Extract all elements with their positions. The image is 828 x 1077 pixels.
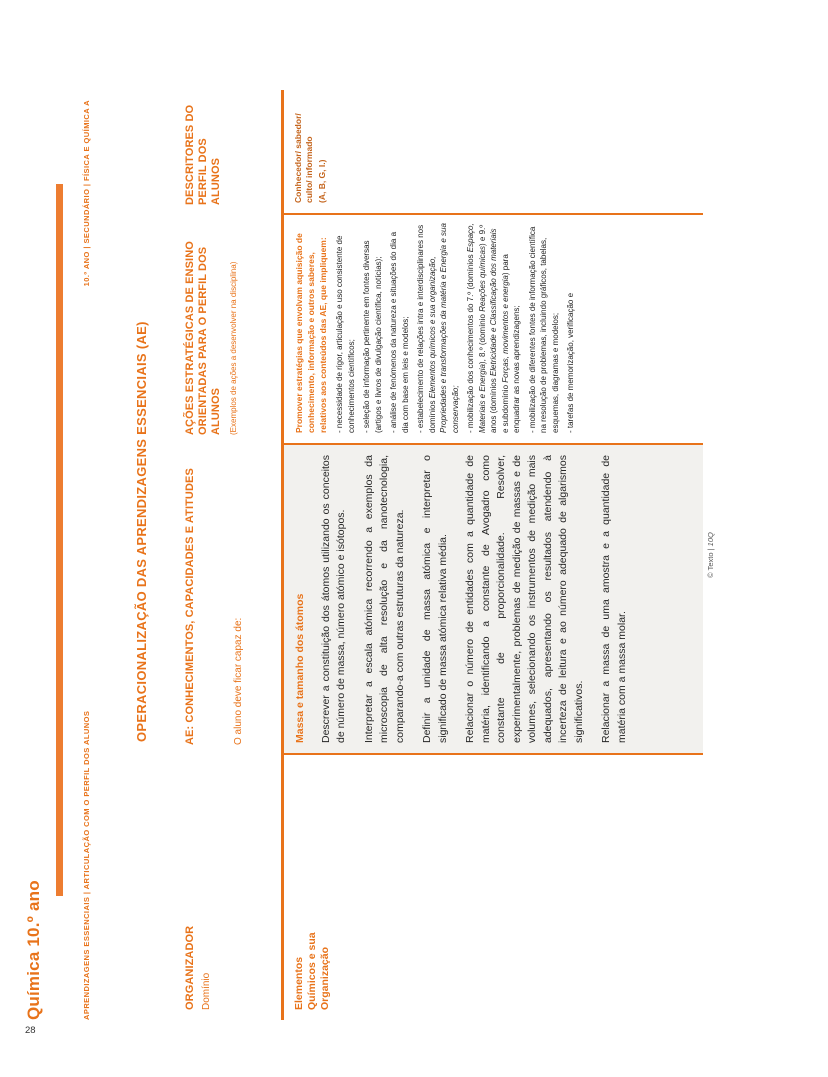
ae-paragraph: Interpretar a escala atómica recorrendo a exemplos da microscopia de alta resolução e da nanotecnologia, comparando-a com outras estruturas da natureza. xyxy=(362,455,406,743)
ae-topic-heading: Massa e tamanho dos átomos xyxy=(294,593,306,743)
descriptor-codes: (A, B, G, I.) xyxy=(317,159,327,203)
actions-item: - análise de fenómenos da natureza e situações do dia a dia com base em leis e modelos; xyxy=(389,231,410,433)
actions-item: - seleção de informação pertinente em fontes diversas (artigos e livros de divulgação científica, notícias); xyxy=(362,240,383,433)
body-cell-descriptors xyxy=(284,90,703,215)
table-body-row xyxy=(284,90,703,1020)
sheet-footer xyxy=(706,90,715,1020)
ae-header-title: AE: CONHECIMENTOS, CAPACIDADES E ATITUDES xyxy=(184,468,196,745)
actions-item: - mobilização dos conhecimentos do 7.º (domínios Espaço, Materiais e Energia), 8.º (domínio Reações químicas) e 9.º anos (domínios Eletricidade e Classificação dos materiais e subdomínio Forças, movimentos e energia) para enquadrar as novas aprendizagens; xyxy=(466,223,521,433)
ae-paragraph-list xyxy=(319,455,631,743)
ae-paragraph: Relacionar o número de entidades com a quantidade de matéria, identificando a constante de Avogadro como constante de proporcionalidade. Resolver, experimentalmente, problemas de medição de massas e de volumes, selecionando os instrumentos de medição mais adequados, apresentando os resultados atendendo à incerteza de leitura e ao número adequado de algarismos significativos. xyxy=(464,455,585,743)
organizer-header-subtitle: Domínio xyxy=(201,972,212,1010)
body-cell-ae xyxy=(284,445,703,755)
document-title: Química 10.º ano xyxy=(24,880,43,1020)
actions-item: - necessidade de rigor, articulação e uso consistente de conhecimentos científicos; xyxy=(335,235,356,433)
actions-header-subtitle: (Exemplos de ações a desenvolver na disciplina) xyxy=(229,261,238,435)
ae-header-subtitle: O aluno deve ficar capaz de: xyxy=(233,617,244,745)
actions-item: - tarefas de memorização, verificação e xyxy=(566,292,575,433)
header-cell-descriptors xyxy=(180,90,281,215)
actions-item: - estabelecimento de relações intra e interdisciplinares nos domínios Elementos químicos e sua organização, Propriedades e transformações da matéria e Energia e sua conservação; xyxy=(416,223,460,433)
title-rule xyxy=(56,184,63,896)
actions-item-list xyxy=(334,223,577,433)
actions-header-title: AÇÕES ESTRATÉGICAS DE ENSINO ORIENTADAS PARA O PERFIL DOS ALUNOS xyxy=(184,241,222,435)
actions-intro: Promover estratégias que envolvam aquisição de conhecimento, informação e outros saberes, relativos aos conteúdos das AE, que impliquem: xyxy=(294,233,328,433)
footer-copyright: © Texto | xyxy=(706,548,715,578)
ae-paragraph: Relacionar a massa de uma amostra e a quantidade de matéria com a massa molar. xyxy=(600,455,628,743)
ae-paragraph: Definir a unidade de massa atómica e interpretar o significado de massa atómica relativa média. xyxy=(421,455,449,743)
descriptors-header-title: DESCRITORES DO PERFIL DOS ALUNOS xyxy=(184,104,222,205)
section-title: OPERACIONALIZAÇÃO DAS APRENDIZAGENS ESSENCIAIS (AE) xyxy=(134,321,149,742)
header-meta-right: 10.º ANO | SECUNDÁRIO | FÍSICA E QUÍMICA A xyxy=(82,100,91,287)
table-header-row xyxy=(180,90,284,1020)
ae-paragraph: Descrever a constituição dos átomos utilizando os conceitos de número de massa, número atómico e isótopos. xyxy=(319,455,347,743)
body-cell-organizer xyxy=(284,755,703,1020)
ae-table xyxy=(180,90,703,1020)
header-meta-row xyxy=(82,100,91,1020)
organizer-header-title: ORGANIZADOR xyxy=(184,925,196,1010)
header-cell-actions xyxy=(180,215,281,445)
body-cell-actions xyxy=(284,215,703,445)
organizer-domain-label: Elementos Químicos e sua Organização xyxy=(293,932,331,1010)
descriptor-profile: Conhecedor/ sabedor/ culto/ informado xyxy=(293,113,314,203)
footer-book-code: 10Q xyxy=(706,532,715,547)
header-cell-ae xyxy=(180,445,281,755)
actions-item: - mobilização de diferentes fontes de informação científica na resolução de problemas, incluindo gráficos, tabelas, esquemas, diagramas e modelos; xyxy=(527,226,560,433)
page-number: 28 xyxy=(25,1025,36,1036)
header-cell-organizer xyxy=(180,755,281,1020)
header-meta-left: APRENDIZAGENS ESSENCIAIS | ARTICULAÇÃO COM O PERFIL DOS ALUNOS xyxy=(82,710,91,1020)
